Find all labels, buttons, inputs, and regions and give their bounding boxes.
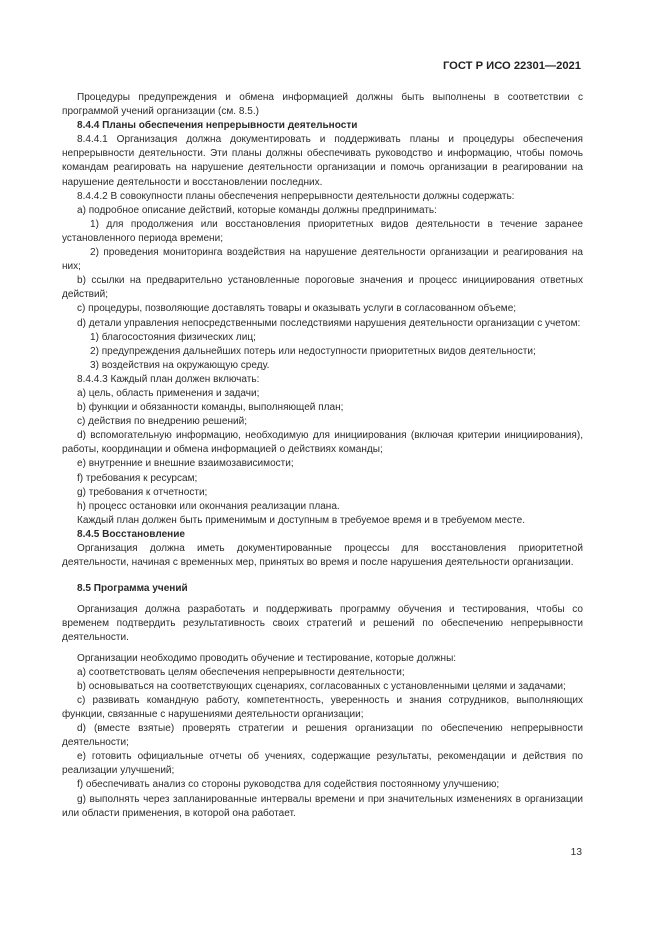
list-item: h) процесс остановки или окончания реализации плана. [77, 500, 340, 512]
list-subitem: 3) воздействия на окружающую среду. [90, 359, 270, 371]
list-item: e) внутренние и внешние взаимозависимости; [77, 458, 294, 470]
page-content [62, 91, 583, 821]
list-item: e) готовить официальные отчеты об учениях, содержащие результаты, рекомендации и действия по реализации улучшений; [62, 751, 583, 777]
subsection-heading: 8.4.4 Планы обеспечения непрерывности деятельности [77, 120, 358, 132]
paragraph: Организация должна разработать и поддерживать программу обучения и тестирования, чтобы со временем подтвердить результативность своих стратегий и решений по обеспечению непрерывности деятельности. [62, 604, 583, 644]
list-subitem: 2) предупреждения дальнейших потерь или недоступности приоритетных видов деятельности; [90, 345, 536, 357]
paragraph: 8.4.4.2 В совокупности планы обеспечения непрерывности деятельности должны содержать: [77, 190, 515, 202]
list-item: d) (вместе взятые) проверять стратегии и решения организации по обеспечению непрерывности деятельности; [62, 723, 583, 749]
list-item: g) требования к отчетности; [77, 486, 208, 498]
list-item: f) требования к ресурсам; [77, 472, 198, 484]
page-number: 13 [570, 847, 582, 858]
list-item: b) ссылки на предварительно установленные пороговые значения и процесс инициирования ответных действий; [62, 275, 583, 301]
list-subitem: 1) благосостояния физических лиц; [90, 331, 256, 343]
paragraph: 8.4.4.3 Каждый план должен включать: [77, 373, 260, 385]
list-item: d) детали управления непосредственными последствиями нарушения деятельности организации с учетом: [77, 317, 581, 329]
list-item: d) вспомогательную информацию, необходимую для инициирования (включая критерии инициирования), работы, координации и обмена информацией о действиях команды; [62, 430, 583, 456]
paragraph: Организации необходимо проводить обучение и тестирование, которые должны: [77, 652, 457, 664]
list-item: b) функции и обязанности команды, выполняющей план; [77, 402, 344, 414]
list-subitem: 1) для продолжения или восстановления приоритетных видов деятельности в течение заранее установленного периода времени; [62, 218, 583, 244]
list-item: c) развивать командную работу, компетентность, уверенность и знания сотрудников, выполняющих функции, связанные с нарушениями деятельности организации; [62, 694, 583, 720]
subsection-heading: 8.4.5 Восстановление [77, 528, 185, 540]
paragraph: Организация должна иметь документированные процессы для восстановления приоритетной деятельности, начиная с временных мер, принятых во время и после нарушения деятельности организации. [62, 543, 583, 569]
section-heading: 8.5 Программа учений [77, 583, 188, 595]
list-item: g) выполнять через запланированные интервалы времени и при значительных изменениях в организации или области применения, в которой она работает. [62, 793, 583, 819]
list-item: a) цель, область применения и задачи; [77, 387, 260, 399]
list-item: c) действия по внедрению решений; [77, 416, 248, 428]
list-subitem: 2) проведения мониторинга воздействия на нарушение деятельности организации и реагирования на них; [62, 247, 583, 273]
list-item: a) подробное описание действий, которые команды должны предпринимать: [77, 204, 437, 216]
list-item: c) процедуры, позволяющие доставлять товары и оказывать услуги в согласованном объеме; [77, 303, 517, 315]
paragraph: Процедуры предупреждения и обмена информацией должны быть выполнены в соответствии с программой учений организации (см. 8.5.) [62, 92, 583, 118]
list-item: f) обеспечивать анализ со стороны руководства для содействия постоянному улучшению; [77, 779, 500, 791]
list-item: b) основываться на соответствующих сценариях, согласованных с установленными целями и задачами; [77, 680, 566, 692]
paragraph: 8.4.4.1 Организация должна документировать и поддерживать планы и процедуры обеспечения непрерывности деятельности. Эти планы должны обеспечивать руководство и информацию, чтобы помочь командам реагировать на нарушение деятельности организации и помочь организации в реагировании на нарушение деятельности и восстановлении последних. [62, 134, 583, 188]
document-header: ГОСТ Р ИСО 22301—2021 [442, 60, 581, 72]
paragraph: Каждый план должен быть применимым и доступным в требуемое время и в требуемом месте. [77, 514, 526, 526]
list-item: a) соответствовать целям обеспечения непрерывности деятельности; [77, 666, 405, 678]
